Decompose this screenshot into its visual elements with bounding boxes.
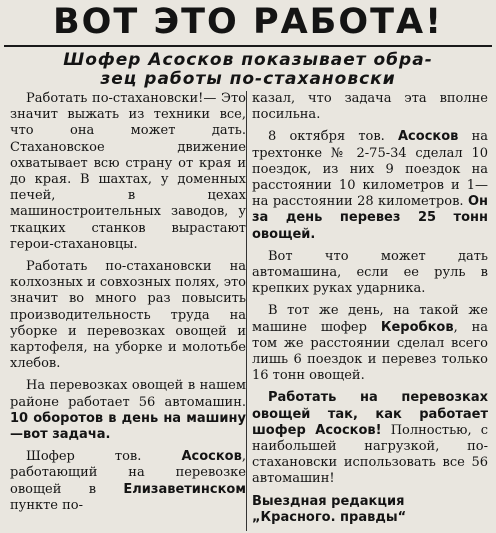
- headline-rule: [4, 45, 492, 47]
- driver-name-asoskov: Асосков: [181, 449, 242, 465]
- right-paragraph-4-text-b: , на том же расстоянии сделал всего лишь 6 поездок и перевез только 16 тонн овощей.: [252, 319, 488, 384]
- left-paragraph-3: [10, 378, 246, 443]
- left-paragraph-4-text-c: пункте по-: [10, 497, 84, 513]
- headline: ВОТ ЭТО РАБОТА!: [52, 2, 444, 42]
- right-paragraph-2: [252, 129, 488, 242]
- right-paragraph-2-text-a: 8 октября тов.: [268, 129, 385, 145]
- place-name: Елизаветинском: [123, 481, 246, 497]
- right-paragraph-3: Вот что может дать автомашина, если ее руль в крепких руках ударника.: [252, 248, 488, 297]
- right-paragraph-5-text: Полностью, с наибольшей нагрузкой, по-стахановски использовать все 56 автомашин!: [252, 422, 488, 487]
- right-paragraph-4-text-a: В тот же день, на такой же машине шофер: [252, 303, 488, 335]
- right-paragraph-5-emphasis: Работать на перевозках овощей так, как работает шофер Асосков!: [252, 390, 488, 438]
- column-divider: [246, 91, 247, 531]
- right-paragraph-4: [252, 303, 488, 384]
- right-paragraph-1: казал, что задача эта вполне посильна.: [252, 91, 488, 123]
- right-paragraph-2-text-b: на трехтонке № 2-75-34 сделал 10 поездок, из них 9 поездок на расстоянии 10 километров и 1—на расстоянии 28 километров.: [252, 129, 488, 210]
- left-paragraph-3-text: На перевозках овощей в нашем районе работает 56 автомашин.: [10, 378, 246, 410]
- driver-name-kerobkov: Керобков: [380, 319, 454, 335]
- left-paragraph-1: Работать по-стахановски!— Это значит выжать из техники все, что она может дать. Стахановское движение охватывает всю страну от края и до края. В шахтах, у доменных печей, в цехах машиностроительных заводов, у ткацких станков вырастают герои-стахановцы.: [10, 91, 246, 252]
- left-paragraph-4-text-b: , работающий на перевозке овощей в: [10, 449, 246, 497]
- signature-line-1: Выездная редакция: [252, 493, 405, 509]
- driver-name-asoskov-2: Асосков: [398, 129, 459, 145]
- left-column: [10, 91, 246, 514]
- signature-line-2: „Красного. правды“: [252, 509, 407, 525]
- right-paragraph-2-emphasis: Он за день перевез 25 тонн овощей.: [252, 194, 488, 242]
- subheadline-line-1: Шофер Асосков показывает обра-: [63, 50, 433, 70]
- left-paragraph-4: [10, 449, 246, 514]
- right-column: [252, 91, 488, 526]
- left-paragraph-2: Работать по-стахановски на колхозных и совхозных полях, это значит во много раз повысить производительность труда на уборке и перевозках овощей и картофеля, на уборке и молотьбе хлебов.: [10, 259, 246, 372]
- left-paragraph-4-text-a: Шофер тов.: [26, 449, 142, 465]
- subheadline-line-2: зец работы по-стахановски: [100, 69, 396, 89]
- right-paragraph-5: [252, 390, 488, 487]
- left-paragraph-3-emphasis: 10 оборотов в день на машину—вот задача.: [10, 410, 246, 443]
